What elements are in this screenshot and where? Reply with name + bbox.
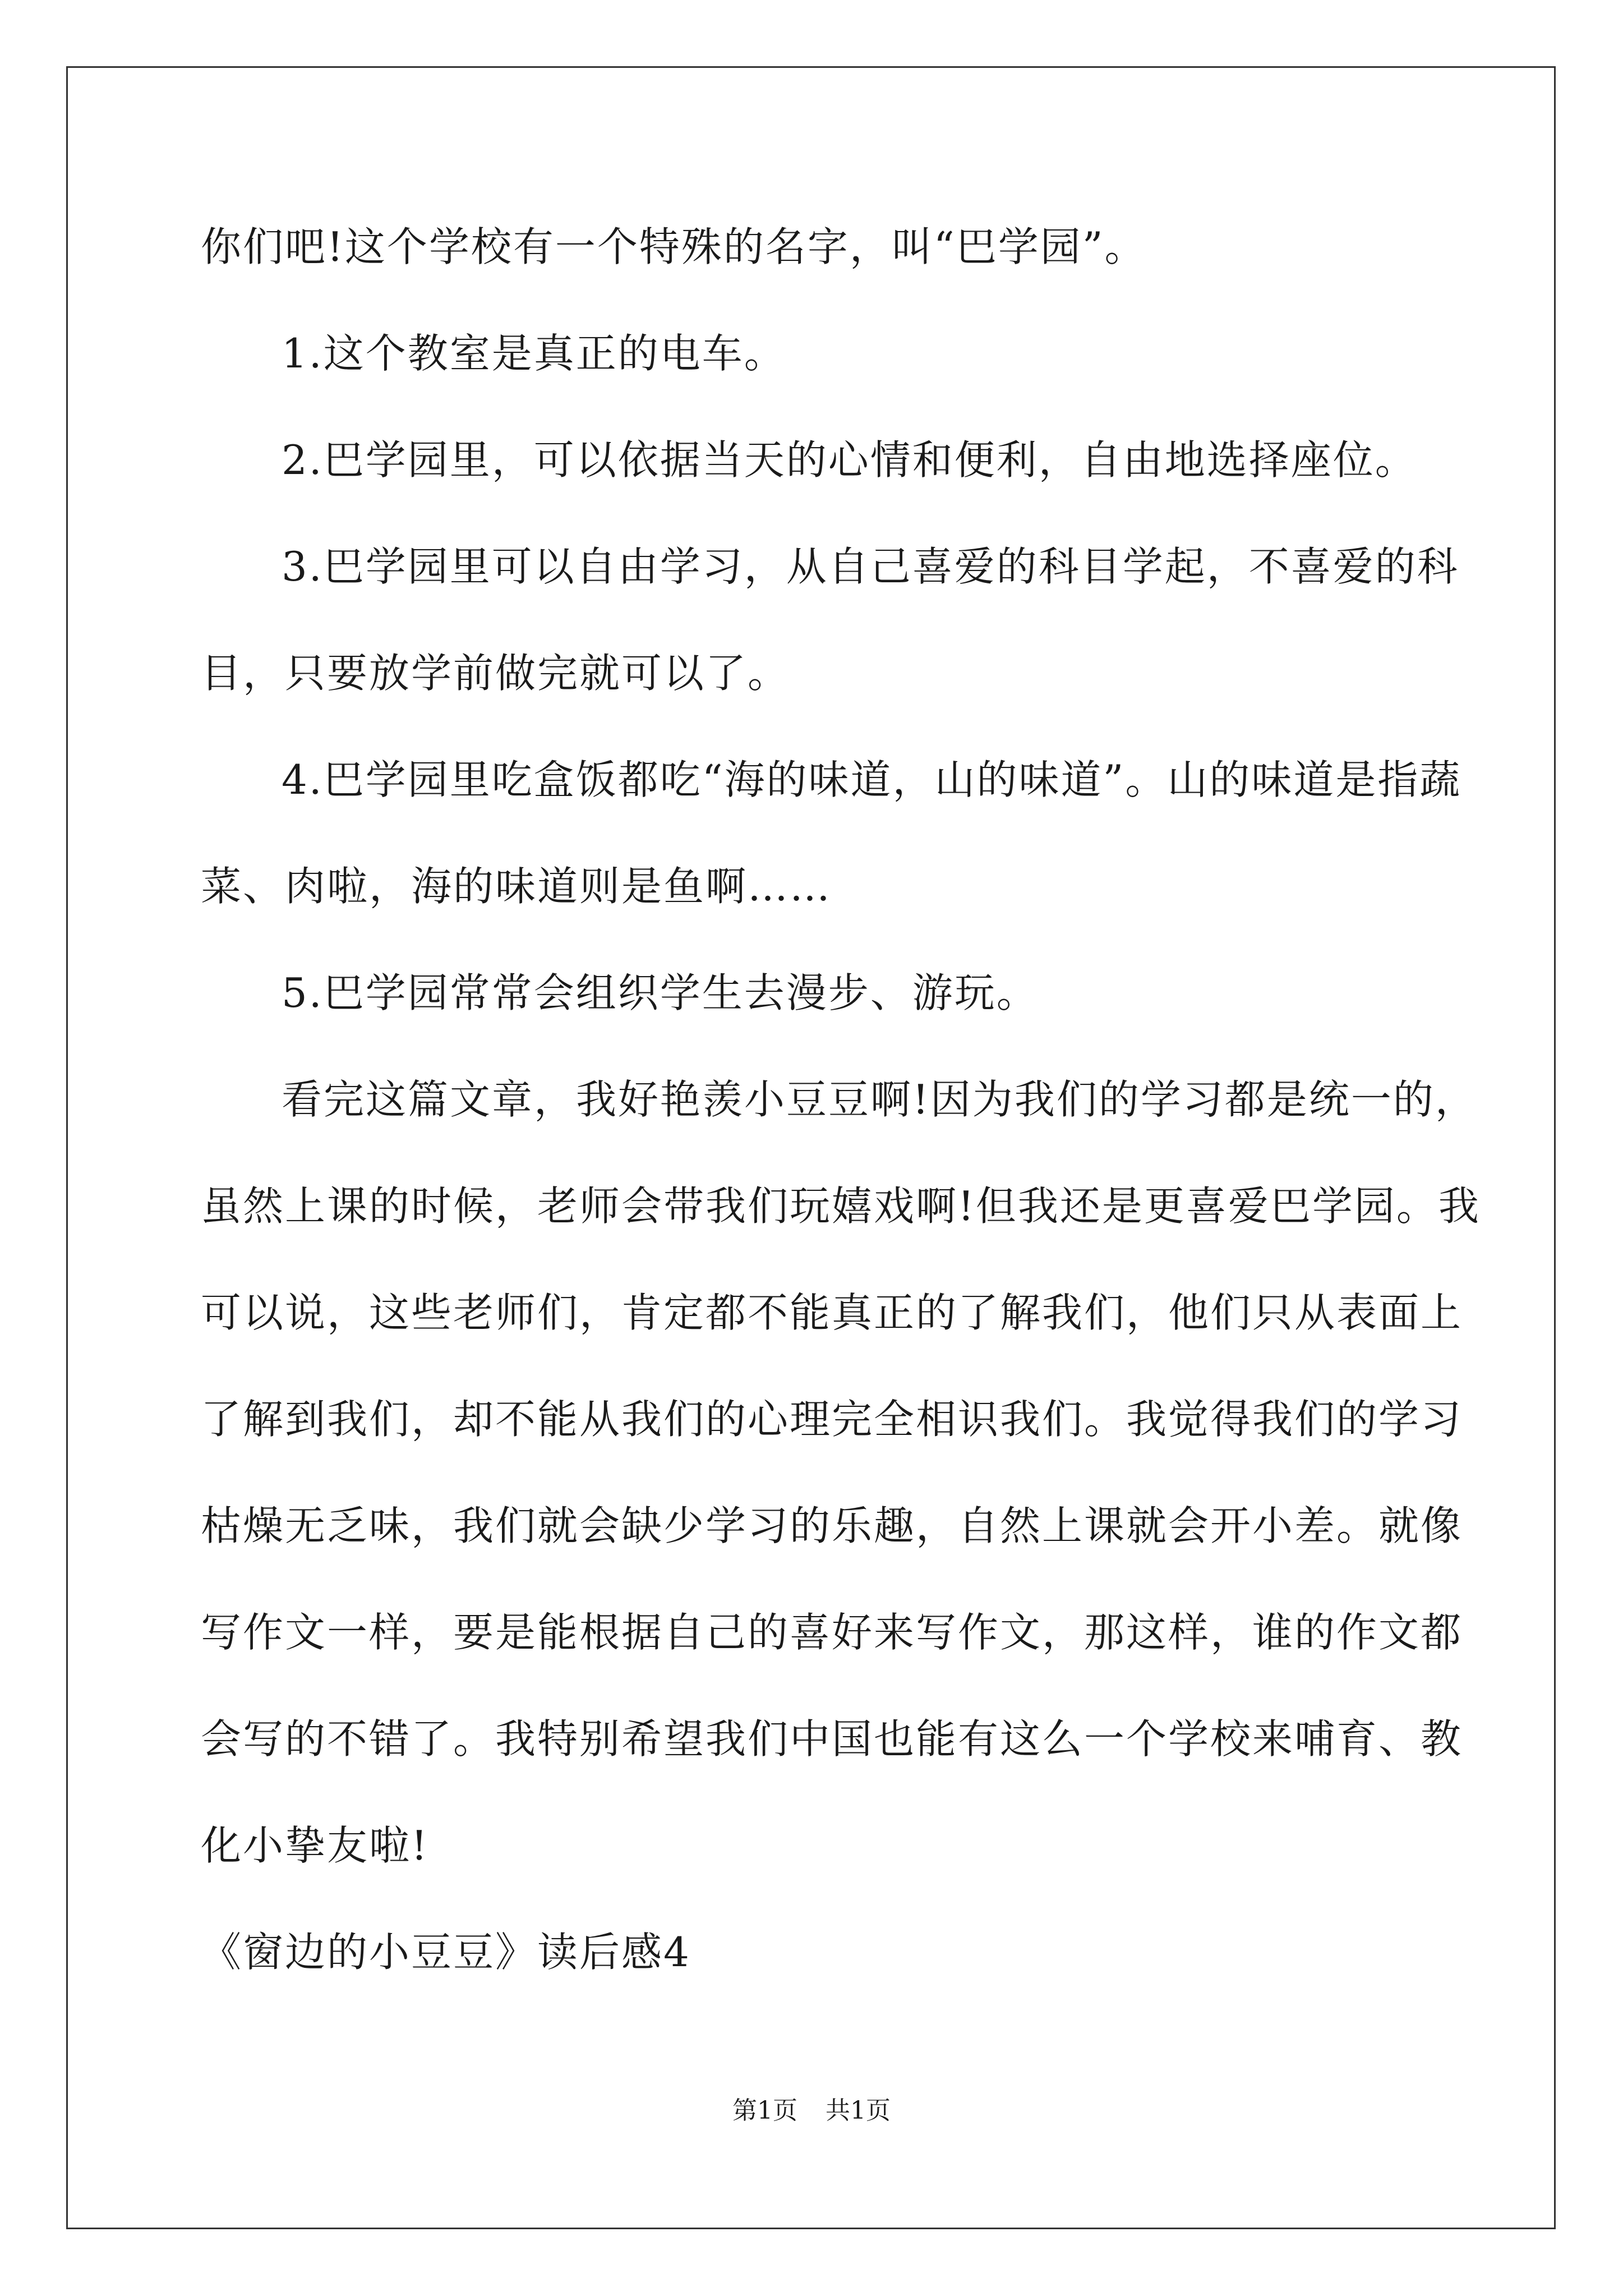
paragraph-line: 写作文一样，要是能根据自己的喜好来写作文，那这样，谁的作文都 — [201, 1609, 1463, 1656]
list-item-4: 4.巴学园里吃盒饭都吃“海的味道，山的味道”。山的味道是指蔬 — [282, 756, 1462, 803]
text-line: 菜、肉啦，海的味道则是鱼啊…… — [201, 863, 832, 910]
list-item-1: 1.这个教室是真正的电车。 — [282, 330, 786, 377]
text-line: 目，只要放学前做完就可以了。 — [201, 650, 790, 697]
paragraph-line: 可以说，这些老师们，肯定都不能真正的了解我们，他们只从表面上 — [201, 1289, 1463, 1336]
list-item-5: 5.巴学园常常会组织学生去漫步、游玩。 — [282, 969, 1039, 1016]
paragraph-line: 看完这篇文章，我好艳羡小豆豆啊!因为我们的学习都是统一的， — [282, 1076, 1477, 1123]
page-total: 共1页 — [826, 2096, 891, 2125]
page-number: 第1页 — [732, 2096, 797, 2125]
page-footer — [0, 2095, 1623, 2127]
paragraph-line: 虽然上课的时候，老师会带我们玩嬉戏啊!但我还是更喜爱巴学园。我 — [201, 1182, 1481, 1230]
paragraph-line: 会写的不错了。我特别希望我们中国也能有这么一个学校来哺育、教 — [201, 1715, 1463, 1763]
list-item-3: 3.巴学园里可以自由学习，从自己喜爱的科目学起，不喜爱的科 — [282, 543, 1459, 590]
paragraph-line: 了解到我们，却不能从我们的心理完全相识我们。我觉得我们的学习 — [201, 1396, 1463, 1443]
text-line: 你们吧!这个学校有一个特殊的名字，叫“巴学园”。 — [201, 223, 1147, 270]
page-border — [66, 66, 1556, 2229]
paragraph-line: 枯燥无乏味，我们就会缺少学习的乐趣，自然上课就会开小差。就像 — [201, 1502, 1463, 1549]
section-heading: 《窗边的小豆豆》读后感4 — [201, 1929, 691, 1976]
paragraph-line: 化小挚友啦! — [201, 1822, 429, 1869]
list-item-2: 2.巴学园里，可以依据当天的心情和便利，自由地选择座位。 — [282, 436, 1417, 484]
